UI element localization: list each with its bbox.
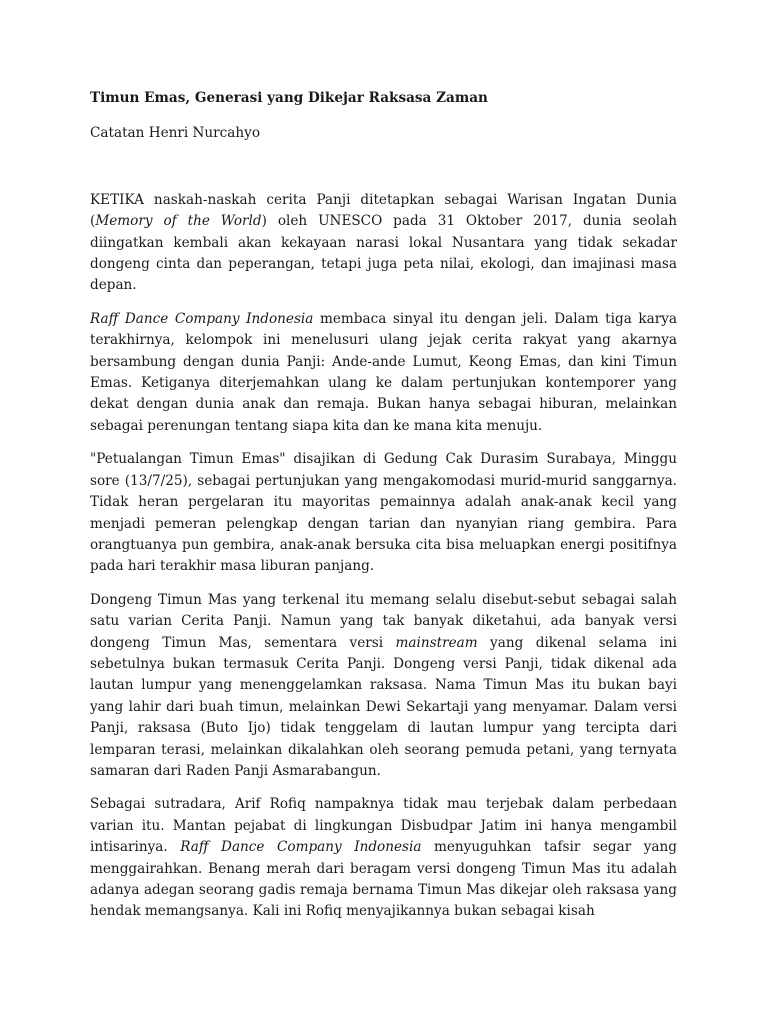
- paragraph-3: "Petualangan Timun Emas" disajikan di Gedung Cak Durasim Surabaya, Minggu sore (13/7/25), sebagai pertunjukan yang mengakomodasi murid-murid sanggarnya. Tidak heran pergelaran itu mayoritas pemainnya adalah anak-anak kecil yang menjadi pemeran pelengkap dengan tarian dan nyanyian riang gembira. Para orangtuanya pun gembira, anak-anak bersuka cita bisa meluapkan energi positifnya pada hari terakhir masa liburan panjang.: [90, 451, 677, 575]
- paragraph-4: [90, 590, 677, 783]
- paragraph-5-text-b: menyuguhkan tafsir segar yang menggairahkan. Benang merah dari beragam versi dongeng Timun Mas itu adalah adanya adegan seorang gadis remaja bernama Timun Mas dikejar oleh raksasa yang hendak memangsanya. Kali ini Rofiq menyajikannya bukan sebagai kisah: [90, 839, 677, 920]
- paragraph-2-text: membaca sinyal itu dengan jeli. Dalam tiga karya terakhirnya, kelompok ini menelusuri ulang jejak cerita rakyat yang akarnya bersambung dengan dunia Panji: Ande-ande Lumut, Keong Emas, dan kini Timun Emas. Ketiganya diterjemahkan ulang ke dalam pertunjukan kontemporer yang dekat dengan dunia anak dan remaja. Bukan hanya sebagai hiburan, melainkan sebagai perenungan tentang siapa kita dan ke mana kita menuju.: [90, 310, 677, 434]
- document-title: Timun Emas, Generasi yang Dikejar Raksasa Zaman: [90, 90, 488, 106]
- paragraph-4-emphasis: mainstream: [395, 634, 478, 651]
- document-page: [90, 88, 677, 935]
- paragraph-1-text-b: ) oleh UNESCO pada 31 Oktober 2017, dunia seolah diingatkan kembali akan kekayaan narasi lokal Nusantara yang tidak sekadar dongeng cinta dan peperangan, tetapi juga peta nilai, ekologi, dan imajinasi masa depan.: [90, 213, 677, 294]
- paragraph-5: [90, 794, 677, 922]
- paragraph-2: [90, 309, 677, 437]
- paragraph-4-text-b: yang dikenal selama ini sebetulnya bukan termasuk Cerita Panji. Dongeng versi Panji, tidak dikenal ada lautan lumpur yang menenggelamkan raksasa. Nama Timun Mas itu bukan bayi yang lahir dari buah timun, melainkan Dewi Sekartaji yang menyamar. Dalam versi Panji, raksasa (Buto Ijo) tidak tenggelam di lautan lumpur yang tercipta dari lemparan terasi, melainkan dikalahkan oleh seorang pemuda petani, yang ternyata samaran dari Raden Panji Asmarabangun.: [90, 634, 678, 779]
- paragraph-1: [90, 190, 677, 297]
- paragraph-1-emphasis: Memory of the World: [95, 213, 262, 230]
- paragraph-1-text-a: KETIKA naskah-naskah cerita Panji ditetapkan sebagai Warisan Ingatan Dunia (: [90, 191, 677, 230]
- paragraph-5-text-a: Sebagai sutradara, Arif Rofiq nampaknya tidak mau terjebak dalam perbedaan varian itu. Mantan pejabat di lingkungan Disbudpar Jatim ini hanya mengambil intisarinya.: [90, 796, 677, 856]
- paragraph-2-emphasis: Raff Dance Company Indonesia: [90, 310, 314, 327]
- document-byline: Catatan Henri Nurcahyo: [90, 125, 261, 142]
- paragraph-5-emphasis: Raff Dance Company Indonesia: [180, 839, 422, 856]
- paragraph-4-text-a: Dongeng Timun Mas yang terkenal itu memang selalu disebut-sebut sebagai salah satu varian Cerita Panji. Namun yang tak banyak diketahui, ada banyak versi dongeng Timun Mas, sementara versi: [90, 591, 677, 651]
